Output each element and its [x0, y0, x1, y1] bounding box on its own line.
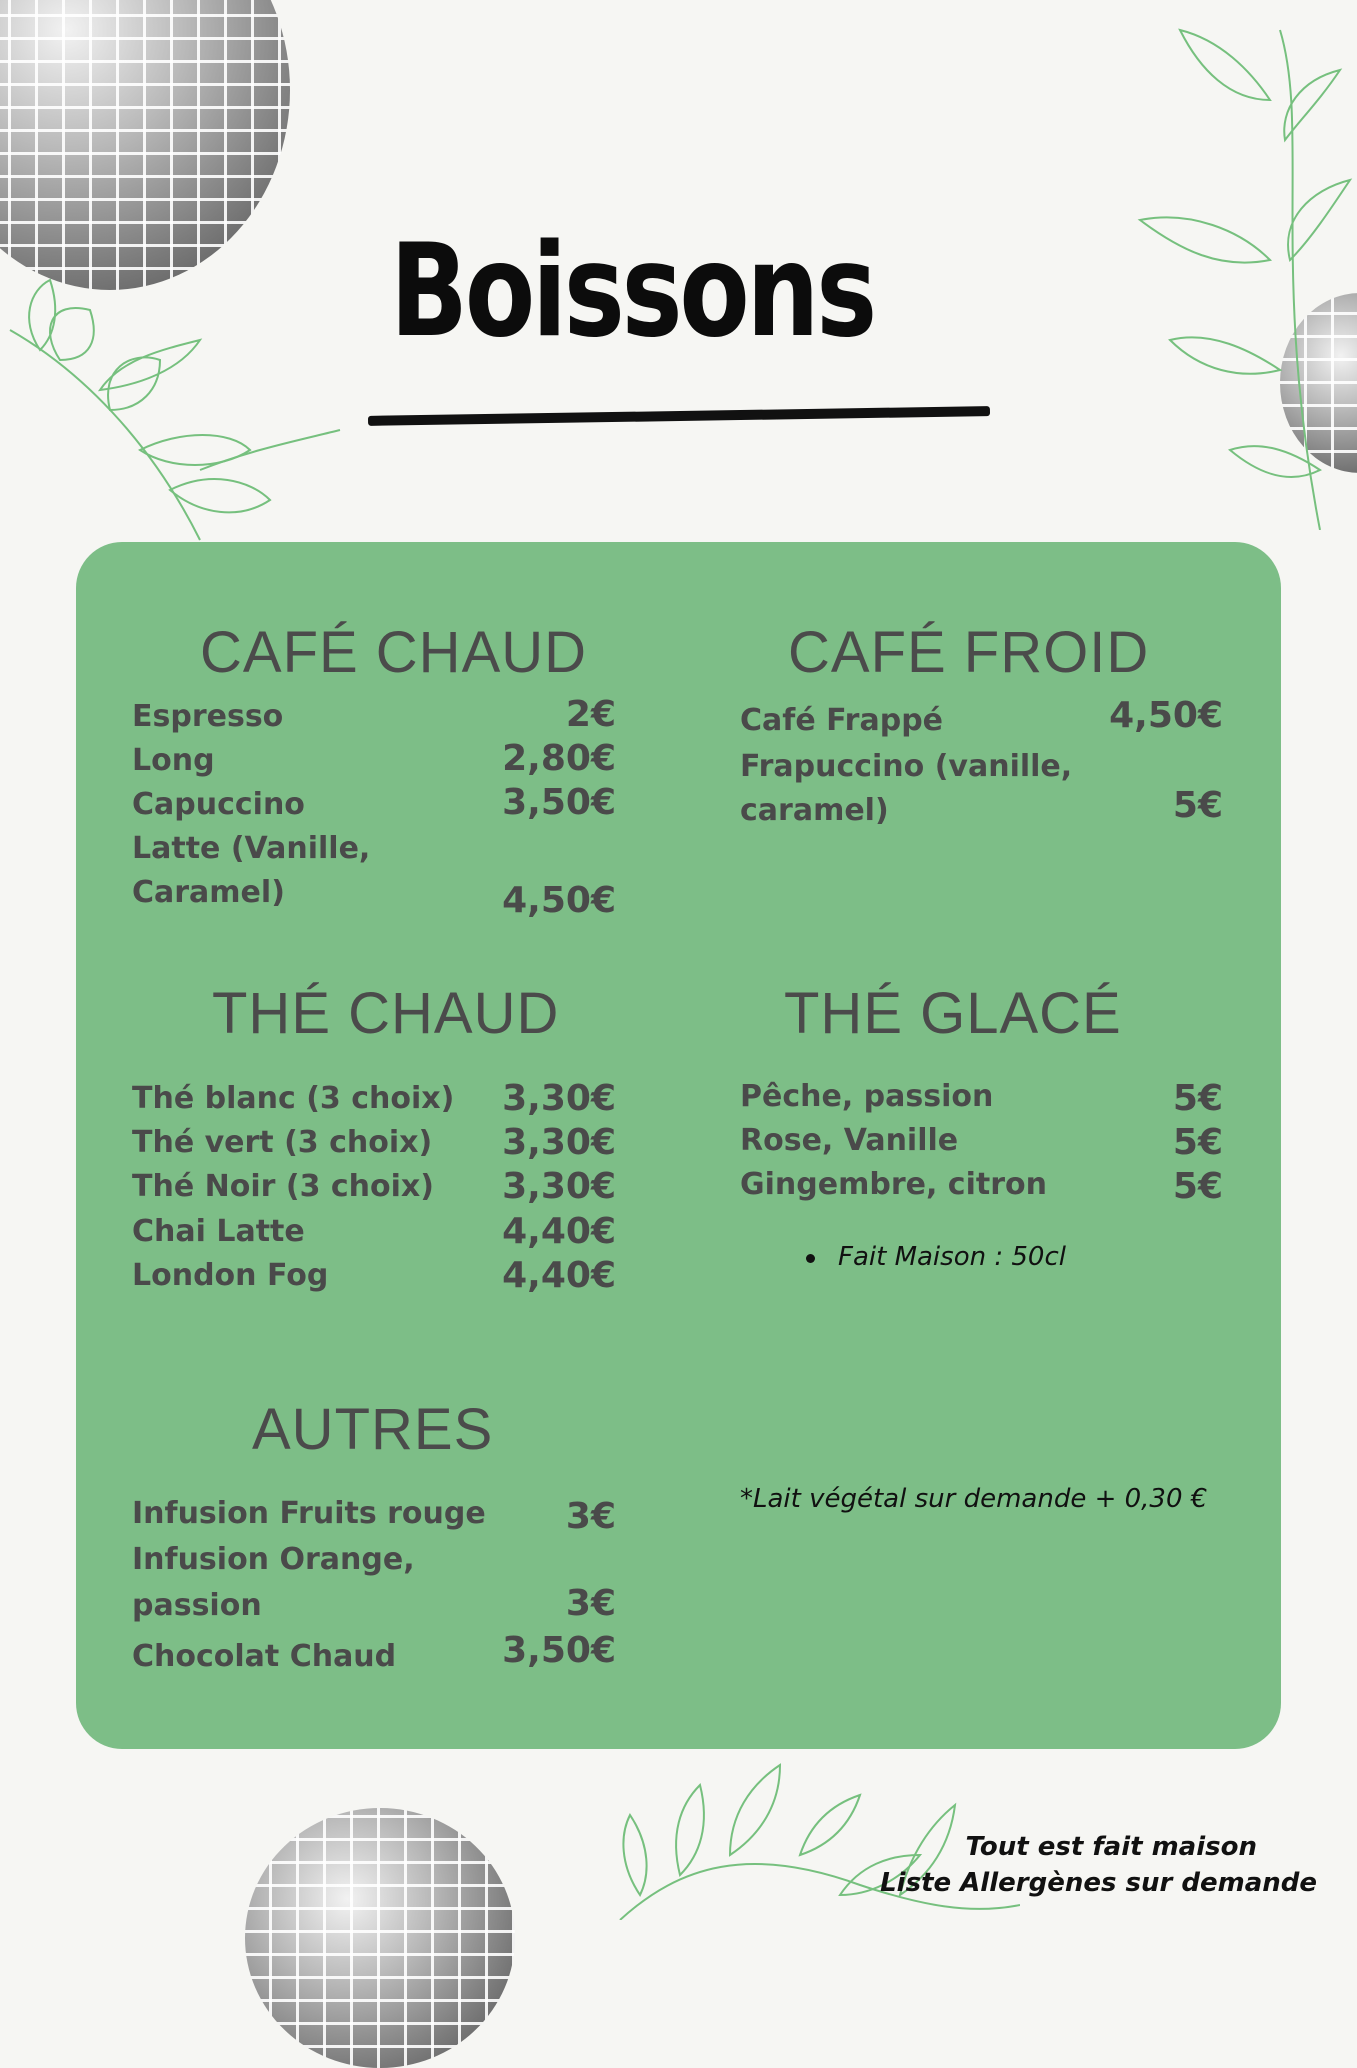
menu-item-name: Chai Latte: [132, 1214, 305, 1249]
menu-item-name: Frapuccino (vanille,: [740, 749, 1073, 784]
lait-vegetal-note: *Lait végétal sur demande + 0,30 €: [740, 1484, 1208, 1514]
menu-item-name: London Fog: [132, 1258, 329, 1293]
menu-item-price: 2€: [565, 694, 616, 735]
menu-item-name: Capuccino: [132, 787, 305, 822]
menu-item-name: Café Frappé: [740, 703, 944, 738]
menu-item-price: 4,50€: [1109, 695, 1223, 736]
menu-item-price: 5€: [1172, 1166, 1223, 1207]
menu-item-price: 3€: [565, 1583, 616, 1624]
title-underline: [368, 406, 990, 426]
menu-item-price: 5€: [1172, 1078, 1223, 1119]
menu-item-price: 3€: [565, 1496, 616, 1537]
disco-ball-top-left: [0, 0, 290, 290]
disco-ball-bottom: [245, 1808, 515, 2068]
menu-item-name: Gingembre, citron: [740, 1167, 1047, 1202]
menu-item-price: 4,40€: [502, 1211, 616, 1252]
menu-item-price: 3,30€: [502, 1166, 616, 1207]
menu-item-price: 3,30€: [502, 1078, 616, 1119]
bullet-dot-icon: [806, 1254, 815, 1263]
menu-item-name: Pêche, passion: [740, 1079, 994, 1114]
menu-item-price: 4,50€: [502, 880, 616, 921]
page-title: Boissons: [390, 217, 874, 366]
menu-item-name: Infusion Orange,: [132, 1542, 415, 1577]
leaf-branch-top-left-icon: [0, 270, 360, 550]
menu-item-name-continued: caramel): [740, 793, 889, 828]
section-title-the-glace: THÉ GLACÉ: [784, 981, 1122, 1046]
menu-item-name: Thé Noir (3 choix): [132, 1169, 434, 1204]
section-title-autres: AUTRES: [252, 1397, 494, 1462]
menu-item-name: Latte (Vanille,: [132, 831, 371, 866]
menu-item-name: Infusion Fruits rouge: [132, 1496, 486, 1531]
menu-item-price: 3,30€: [502, 1122, 616, 1163]
menu-item-price: 2,80€: [502, 738, 616, 779]
menu-item-price: 3,50€: [502, 782, 616, 823]
menu-item-price: 3,50€: [502, 1630, 616, 1671]
fait-maison-note: Fait Maison : 50cl: [838, 1242, 1066, 1272]
leaf-branch-top-right-icon: [1120, 10, 1357, 530]
menu-item-name-continued: passion: [132, 1588, 262, 1623]
footer-line-2: Liste Allergènes sur demande: [880, 1868, 1317, 1898]
menu-item-price: 5€: [1172, 1122, 1223, 1163]
footer-line-1: Tout est fait maison: [965, 1832, 1257, 1862]
menu-item-price: 4,40€: [502, 1255, 616, 1296]
menu-item-price: 5€: [1172, 785, 1223, 826]
menu-item-name: Espresso: [132, 699, 284, 734]
section-title-cafe-chaud: CAFÉ CHAUD: [200, 620, 588, 685]
menu-item-name: Thé blanc (3 choix): [132, 1081, 455, 1116]
menu-item-name: Rose, Vanille: [740, 1123, 959, 1158]
section-title-the-chaud: THÉ CHAUD: [212, 981, 560, 1046]
menu-item-name-continued: Caramel): [132, 875, 285, 910]
menu-item-name: Long: [132, 743, 215, 778]
section-title-cafe-froid: CAFÉ FROID: [788, 620, 1150, 685]
menu-item-name: Chocolat Chaud: [132, 1639, 397, 1674]
menu-item-name: Thé vert (3 choix): [132, 1125, 433, 1160]
